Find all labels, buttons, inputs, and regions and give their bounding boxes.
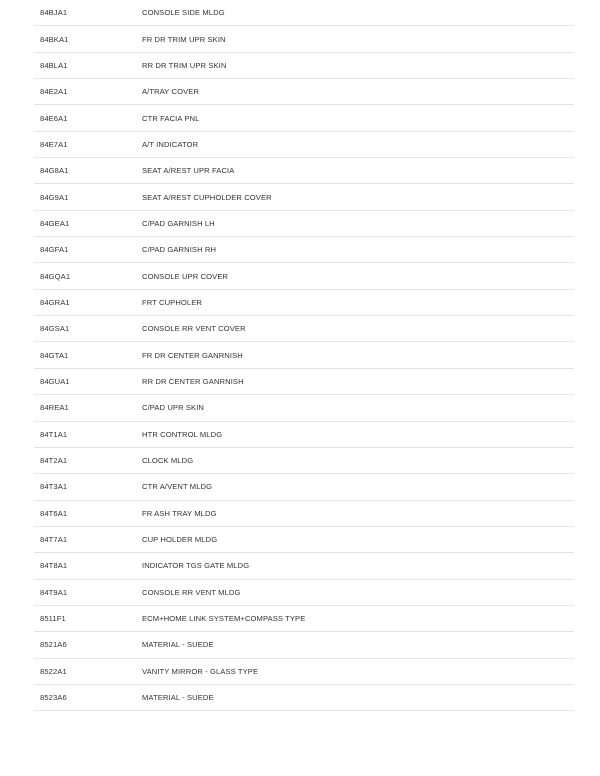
part-description: RR DR TRIM UPR SKIN [142, 60, 227, 70]
table-row [34, 158, 574, 184]
table-row [34, 53, 574, 79]
table-row [34, 0, 574, 26]
table-row [34, 132, 574, 158]
table-row [34, 448, 574, 474]
part-description: CTR FACIA PNL [142, 113, 200, 123]
table-row [34, 422, 574, 448]
part-code: 84T6A1 [40, 508, 68, 518]
part-description: CONSOLE UPR COVER [142, 271, 229, 281]
table-row [34, 501, 574, 527]
part-description: ECM+HOME LINK SYSTEM+COMPASS TYPE [142, 614, 306, 624]
part-code: 84BJA1 [40, 8, 68, 18]
part-description: SEAT A/REST UPR FACIA [142, 166, 235, 176]
part-code: 84GEA1 [40, 218, 70, 228]
part-code: 84T9A1 [40, 587, 68, 597]
table-row [34, 316, 574, 342]
table-row [34, 369, 574, 395]
part-description: FR DR TRIM UPR SKIN [142, 34, 226, 44]
part-code: 8511F1 [40, 614, 66, 624]
part-code: 84GSA1 [40, 324, 70, 334]
part-code: 84T2A1 [40, 456, 68, 466]
table-row [34, 606, 574, 632]
table-row [34, 184, 574, 210]
part-code: 84T3A1 [40, 482, 68, 492]
part-code: 84GUA1 [40, 376, 70, 386]
table-row [34, 580, 574, 606]
table-row [34, 685, 574, 711]
part-code: 8522A1 [40, 666, 67, 676]
part-code: 84GQA1 [40, 271, 71, 281]
part-code: 8521A6 [40, 640, 67, 650]
part-description: CONSOLE SIDE MLDG [142, 8, 225, 18]
part-description: CUP HOLDER MLDG [142, 535, 218, 545]
part-code: 84T8A1 [40, 561, 68, 571]
part-code: 84E2A1 [40, 87, 68, 97]
part-description: RR DR CENTER GANRNISH [142, 376, 244, 386]
table-row [34, 211, 574, 237]
table-row [34, 632, 574, 658]
part-description: INDICATOR TGS GATE MLDG [142, 561, 250, 571]
table-row [34, 263, 574, 289]
part-description: CTR A/VENT MLDG [142, 482, 213, 492]
part-code: 84G9A1 [40, 192, 69, 202]
table-row [34, 342, 574, 368]
part-code: 84E7A1 [40, 139, 68, 149]
table-row [34, 237, 574, 263]
table-row [34, 474, 574, 500]
part-description: VANITY MIRROR - GLASS TYPE [142, 666, 259, 676]
part-description: CONSOLE RR VENT COVER [142, 324, 246, 334]
part-description: MATERIAL - SUEDE [142, 640, 214, 650]
table-row [34, 290, 574, 316]
table-row [34, 553, 574, 579]
part-description: CONSOLE RR VENT MLDG [142, 587, 241, 597]
part-description: FR DR CENTER GANRNISH [142, 350, 243, 360]
part-description: A/T INDICATOR [142, 139, 199, 149]
table-row [34, 26, 574, 52]
part-description: HTR CONTROL MLDG [142, 429, 223, 439]
part-code: 84GTA1 [40, 350, 69, 360]
part-code: 84T7A1 [40, 535, 68, 545]
part-description: MATERIAL - SUEDE [142, 693, 214, 703]
part-code: 84E6A1 [40, 113, 68, 123]
part-code: 84BKA1 [40, 34, 69, 44]
part-description: C/PAD GARNISH RH [142, 245, 217, 255]
part-description: C/PAD UPR SKIN [142, 403, 205, 413]
part-code: 84GRA1 [40, 297, 70, 307]
part-description: A/TRAY COVER [142, 87, 200, 97]
part-code: 84GFA1 [40, 245, 69, 255]
part-description: SEAT A/REST CUPHOLDER COVER [142, 192, 272, 202]
table-row [34, 659, 574, 685]
table-row [34, 395, 574, 421]
part-code: 8523A6 [40, 693, 67, 703]
part-code: 84G8A1 [40, 166, 69, 176]
part-description: FR ASH TRAY MLDG [142, 508, 217, 518]
part-code: 84T1A1 [40, 429, 68, 439]
table-row [34, 527, 574, 553]
table-row [34, 79, 574, 105]
part-code: 84REA1 [40, 403, 69, 413]
part-description: FRT CUPHOLER [142, 297, 202, 307]
part-description: C/PAD GARNISH LH [142, 218, 215, 228]
parts-table [34, 0, 574, 711]
table-row [34, 105, 574, 131]
part-code: 84BLA1 [40, 60, 68, 70]
part-description: CLOCK MLDG [142, 456, 194, 466]
